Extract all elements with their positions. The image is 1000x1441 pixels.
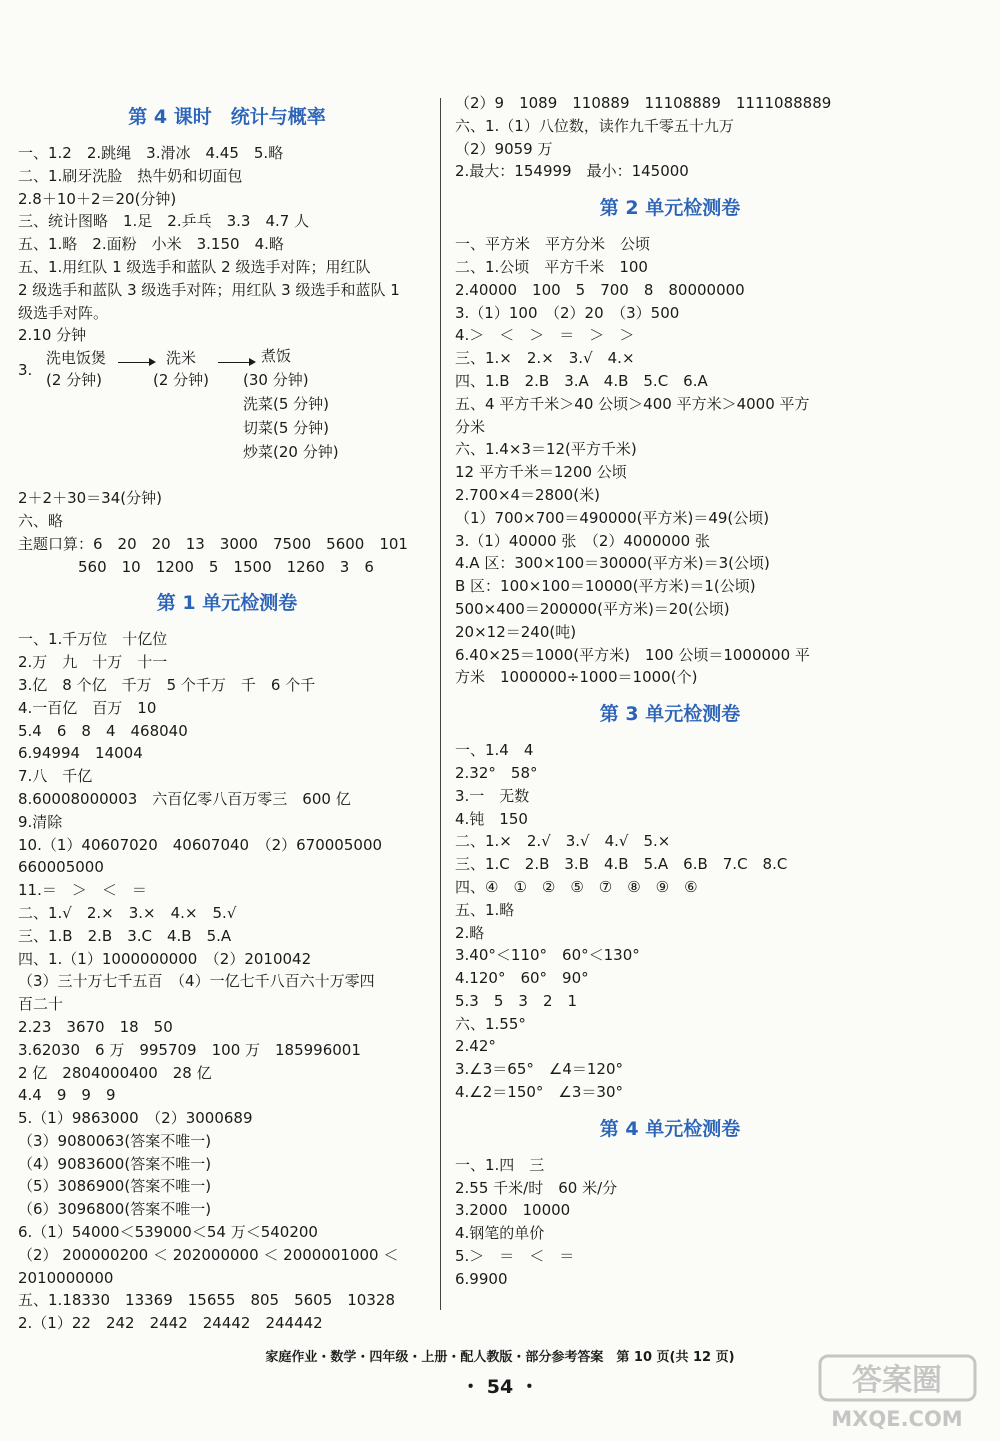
answer-line: 方米 1000000÷1000＝1000(个) — [455, 668, 698, 687]
answer-line: 3.亿 8 个亿 千万 5 个千万 千 6 个千 — [18, 675, 316, 694]
answer-block — [18, 142, 436, 347]
flow-parallel-step: 洗菜(5 分钟) — [243, 395, 330, 414]
answer-block — [18, 628, 436, 1335]
answer-line: 5.3 5 3 2 1 — [455, 991, 578, 1010]
flow-step: 洗电饭煲 — [46, 349, 107, 368]
answer-line: 二、1.× 2.√ 3.√ 4.√ 5.× — [455, 832, 671, 851]
answer-line: 2 级选手和蓝队 3 级选手对阵；用红队 3 级选手和蓝队 1 — [18, 280, 400, 299]
answer-line: 2.32° 58° — [455, 763, 538, 782]
answer-line: 4.A 区：300×100＝30000(平方米)＝3(公顷) — [455, 554, 770, 573]
answer-line: 2 亿 2804000400 28 亿 — [18, 1063, 212, 1082]
answer-line: 12 平方千米＝1200 公顷 — [455, 463, 627, 482]
answer-line: 2.40000 100 5 700 8 80000000 — [455, 280, 745, 299]
flow-step-time: (30 分钟) — [243, 371, 309, 390]
answer-line: 6.40×25＝1000(平方米) 100 公顷＝1000000 平 — [455, 645, 810, 664]
flow-number: 3. — [18, 361, 33, 380]
watermark-logo — [812, 1350, 987, 1435]
answer-line: 660005000 — [18, 858, 104, 877]
answer-line: 三、1.× 2.× 3.√ 4.× — [455, 349, 635, 368]
answer-line: 6.94994 14004 — [18, 744, 143, 763]
answer-line: 2.700×4＝2800(米) — [455, 485, 600, 504]
section-heading: 第 2 单元检测卷 — [599, 197, 741, 220]
answer-line: 4.一百亿 百万 10 — [18, 698, 157, 717]
flow-step-time: (2 分钟) — [46, 371, 103, 390]
flow-parallel-step: 切菜(5 分钟) — [243, 419, 330, 438]
answer-line: 2010000000 — [18, 1268, 114, 1287]
answer-line: 五、1.18330 13369 15655 805 5605 10328 — [18, 1291, 395, 1310]
answer-line: 2.10 分钟 — [18, 326, 87, 345]
cooking-flow-diagram — [18, 347, 436, 487]
answer-line: （1）700×700＝490000(平方米)＝49(公顷) — [455, 508, 770, 527]
answer-line: 四、④ ① ② ⑤ ⑦ ⑧ ⑨ ⑥ — [455, 877, 698, 896]
answer-line: 9.清除 — [18, 812, 63, 831]
answer-line: 二、1.√ 2.× 3.× 4.× 5.√ — [18, 903, 237, 922]
answer-line: 3.∠3＝65° ∠4＝120° — [455, 1060, 624, 1079]
flow-parallel-step: 炒菜(20 分钟) — [243, 443, 339, 462]
answer-line: 三、统计图略 1.足 2.乒乓 3.3 4.7 人 — [18, 212, 310, 231]
answer-line: 6.9900 — [455, 1269, 508, 1288]
answer-line: 3.（1）40000 张 （2）4000000 张 — [455, 531, 710, 550]
left-column — [18, 92, 436, 1335]
answer-line: 五、1.略 — [455, 900, 515, 919]
flow-step: 煮饭 — [261, 347, 292, 366]
answer-line: （6）3096800(答案不唯一) — [18, 1200, 212, 1219]
answer-line: （3）9080063(答案不唯一) — [18, 1131, 212, 1150]
answer-line: 4.4 9 9 9 — [18, 1086, 116, 1105]
flow-step-time: (2 分钟) — [153, 371, 210, 390]
answer-block — [455, 739, 885, 1104]
arrow-icon — [118, 362, 154, 363]
answer-line: 3.62030 6 万 995709 100 万 185996001 — [18, 1040, 361, 1059]
answer-line: 4.＞ ＜ ＞ ＝ ＞ ＞ — [455, 326, 635, 345]
answer-line: 5.4 6 8 4 468040 — [18, 721, 188, 740]
answer-line: 500×400＝200000(平方米)＝20(公顷) — [455, 599, 730, 618]
section-heading: 第 3 单元检测卷 — [599, 703, 741, 726]
answer-line: 3.2000 10000 — [455, 1201, 571, 1220]
answer-line: （2） 200000200 ＜ 202000000 ＜ 2000001000 ＜ — [18, 1245, 399, 1264]
answer-line: （2）9059 万 — [455, 139, 553, 158]
answer-line: 2.（1）22 242 2442 24442 244442 — [18, 1314, 323, 1333]
answer-line: 2.23 3670 18 50 — [18, 1017, 173, 1036]
answer-line: 2.42° — [455, 1037, 496, 1056]
answer-block — [455, 1154, 885, 1291]
answer-line: 一、1.四 三 — [455, 1155, 545, 1174]
answer-block — [455, 233, 885, 689]
answer-line: 级选手对阵。 — [18, 303, 109, 322]
page-footer: 家庭作业・数学・四年级・上册・配人教版・部分参考答案 第 10 页(共 12 页) — [265, 1350, 735, 1365]
answer-line: 五、4 平方千米＞40 公顷＞400 平方米＞4000 平方 — [455, 394, 810, 413]
answer-line: 一、1.千万位 十亿位 — [18, 630, 168, 649]
page-number: ・ 54 ・ — [461, 1376, 539, 1398]
answer-line: 六、1.55° — [455, 1014, 526, 1033]
answer-line: 8.60008000003 六百亿零八百万零三 600 亿 — [18, 789, 351, 808]
answer-line: 四、1.B 2.B 3.A 4.B 5.C 6.A — [455, 371, 708, 390]
answer-line: 一、1.4 4 — [455, 741, 534, 760]
answer-line: 五、1.略 2.面粉 小米 3.150 4.略 — [18, 235, 284, 254]
answer-line: （3）三十万七千五百 （4）一亿七千八百六十万零四 — [18, 972, 375, 991]
answer-line: 2＋2＋30＝34(分钟) — [18, 489, 162, 508]
right-column — [455, 92, 885, 1291]
section-heading: 第 4 课时 统计与概率 — [128, 106, 326, 128]
answer-line: 560 10 1200 5 1500 1260 3 6 — [18, 557, 374, 576]
answer-line: 5.＞ ＝ ＜ ＝ — [455, 1247, 575, 1266]
answer-line: 2.最大：154999 最小：145000 — [455, 162, 689, 181]
answer-line: 三、1.B 2.B 3.C 4.B 5.A — [18, 926, 232, 945]
answer-line: 一、平方米 平方分米 公顷 — [455, 235, 651, 254]
answer-line: 一、1.2 2.跳绳 3.滑冰 4.45 5.略 — [18, 144, 284, 162]
answer-line: 20×12＝240(吨) — [455, 622, 577, 641]
answer-line: 3.40°＜110° 60°＜130° — [455, 946, 640, 965]
answer-line: 百二十 — [18, 995, 64, 1014]
section-heading: 第 4 单元检测卷 — [599, 1117, 741, 1140]
answer-line: 4.钝 150 — [455, 809, 528, 828]
answer-line: 4.120° 60° 90° — [455, 969, 589, 988]
answer-line: （4）9083600(答案不唯一) — [18, 1154, 212, 1173]
answer-line: 四、1.（1）1000000000 （2）2010042 — [18, 949, 312, 968]
answer-line: 2.55 千米/时 60 米/分 — [455, 1178, 618, 1197]
answer-line: 4.钢笔的单价 — [455, 1224, 545, 1243]
flow-step: 洗米 — [166, 349, 197, 368]
answer-line: 2.万 九 十万 十一 — [18, 653, 168, 672]
answer-line: 3.一 无数 — [455, 786, 530, 805]
answer-line: 三、1.C 2.B 3.B 4.B 5.A 6.B 7.C 8.C — [455, 855, 788, 874]
answer-block — [455, 92, 885, 183]
answer-line: 5.（1）9863000 （2）3000689 — [18, 1109, 253, 1128]
answer-line: 7.八 千亿 — [18, 767, 93, 786]
answer-line: 六、1.（1）八位数，读作九千零五十九万 — [455, 116, 734, 135]
answer-line: （2）9 1089 110889 11108889 1111088889 — [455, 94, 832, 112]
arrow-icon — [218, 362, 254, 363]
answer-line: 4.∠2＝150° ∠3＝30° — [455, 1083, 624, 1102]
column-divider — [440, 98, 441, 1310]
answer-block — [18, 487, 436, 578]
answer-line: （5）3086900(答案不唯一) — [18, 1177, 212, 1196]
answer-line: 6.（1）54000＜539000＜54 万＜540200 — [18, 1223, 318, 1242]
answer-line: 分米 — [455, 417, 486, 436]
answer-line: 六、1.4×3＝12(平方千米) — [455, 440, 637, 459]
section-heading: 第 1 单元检测卷 — [156, 592, 298, 615]
answer-line: 11.＝ ＞ ＜ ＝ — [18, 881, 147, 900]
watermark-url: MXQE.COM — [831, 1407, 963, 1431]
answer-line: 主题口算：6 20 20 13 3000 7500 5600 101 — [18, 534, 408, 553]
answer-line: B 区：100×100＝10000(平方米)＝1(公顷) — [455, 577, 756, 596]
answer-line: 二、1.公顷 平方千米 100 — [455, 257, 648, 276]
answer-line: 二、1.刷牙洗脸 热牛奶和切面包 — [18, 166, 243, 185]
answer-line: 2.略 — [455, 923, 485, 942]
answer-line: 10.（1）40607020 40607040 （2）670005000 — [18, 835, 383, 854]
answer-line: 3.（1）100 （2）20 （3）500 — [455, 303, 680, 322]
answer-line: 2.8＋10＋2＝20(分钟) — [18, 189, 177, 208]
answer-line: 五、1.用红队 1 级选手和蓝队 2 级选手对阵；用红队 — [18, 257, 371, 276]
answer-line: 六、略 — [18, 511, 64, 530]
watermark-text: 答案圈 — [852, 1363, 942, 1398]
